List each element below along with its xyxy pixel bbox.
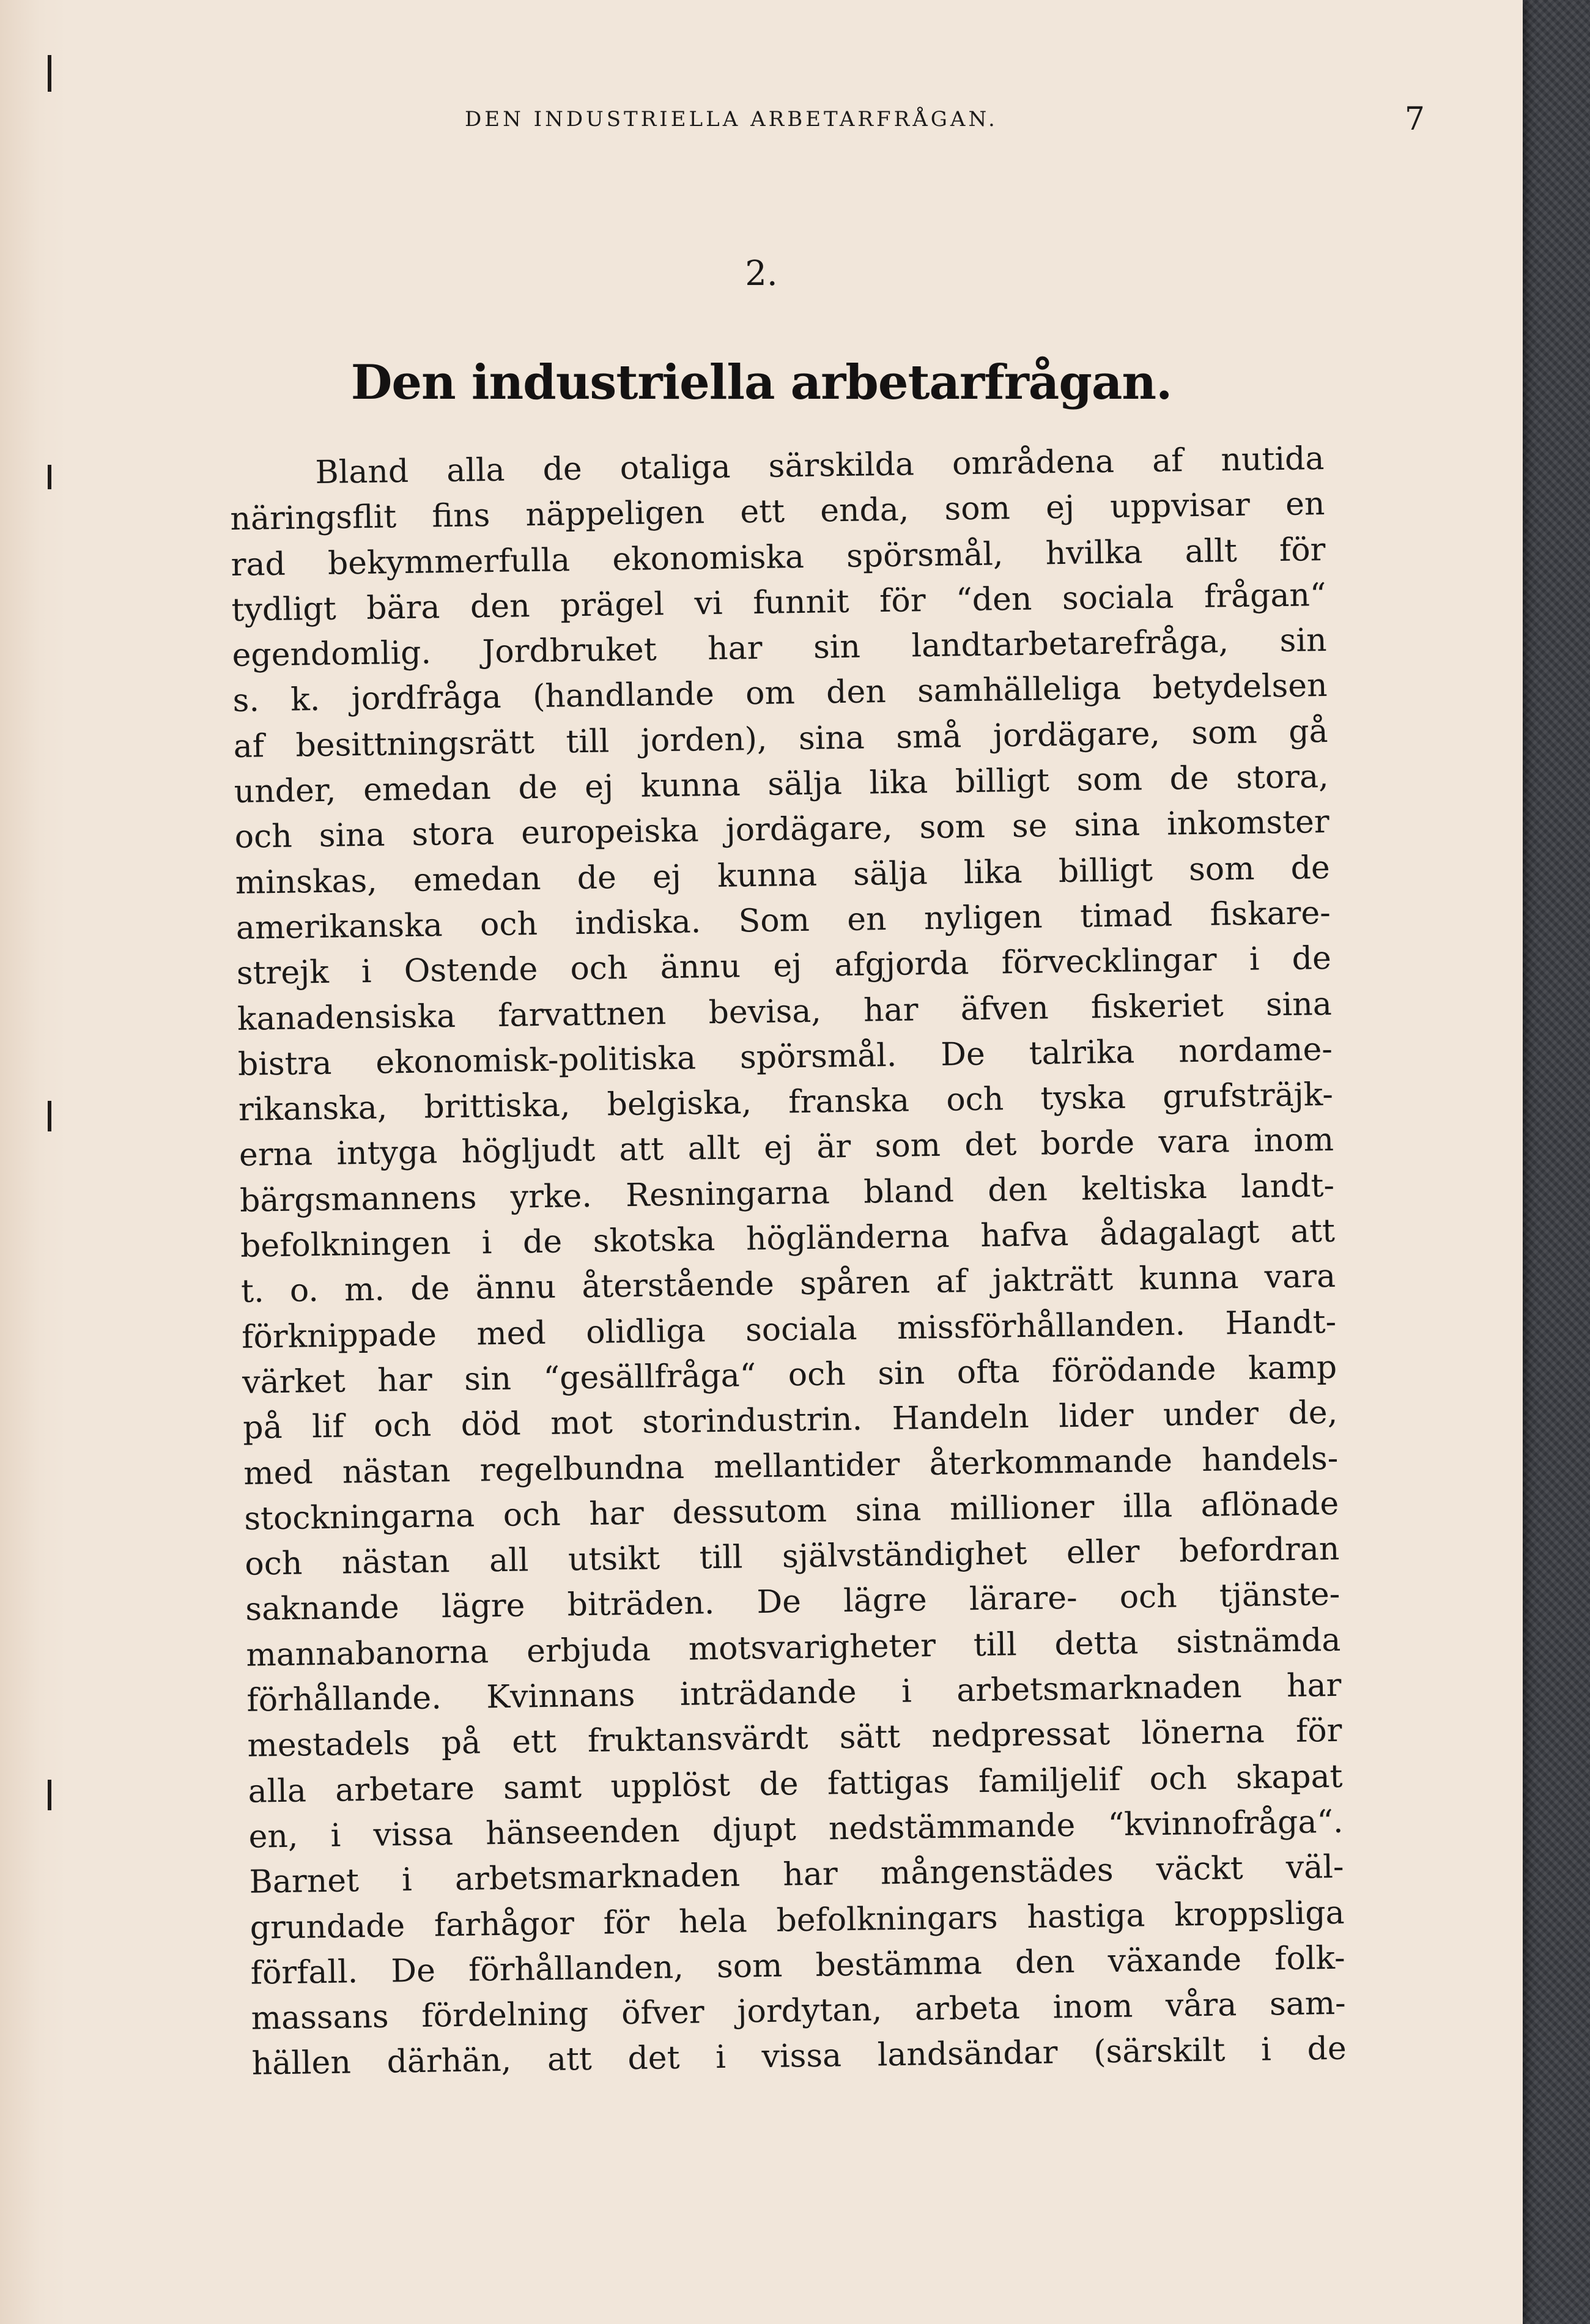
page-number: 7: [1404, 101, 1425, 138]
text-line: på lif och död mot storindustrin. Handeln lider under de,: [242, 1394, 1338, 1447]
text-line: hällen därhän, att det i vissa landsändar (särskilt i de: [251, 2030, 1347, 2083]
text-line: under, emedan de ej kunna sälja lika billigt som de stora,: [234, 758, 1329, 811]
text-line: s. k. jordfråga (handlande om den samhälleliga betydelsen: [232, 667, 1328, 720]
text-line: rikanska, brittiska, belgiska, franska och tyska grufsträjk-: [238, 1076, 1334, 1129]
text-line: och sina stora europeiska jordägare, som se sina inkomster: [234, 804, 1330, 856]
text-line: värket har sin “gesällfråga“ och sin ofta förödande kamp: [242, 1349, 1337, 1401]
text-line: saknande lägre biträden. De lägre lärare- och tjänste-: [245, 1576, 1340, 1629]
binding-thread-mark: [48, 1101, 51, 1131]
text-line: kanadensiska farvattnen bevisa, har äfven fiskeriet sina: [237, 985, 1333, 1038]
body-paragraph: [229, 436, 1347, 2087]
page-header: [232, 101, 1425, 156]
section-title: Den industriella arbetarfrågan.: [350, 355, 1172, 410]
text-line: amerikanska och indiska. Som en nyligen timad fiskare-: [235, 894, 1331, 947]
text-line: strejk i Ostende och ännu ej afgjorda förvecklingar i de: [236, 940, 1332, 993]
text-line: erna intyga högljudt att allt ej är som det borde vara inom: [239, 1122, 1334, 1174]
text-line: bärgsmannens yrke. Resningarna bland den keltiska landt-: [239, 1167, 1335, 1219]
text-line: förfall. De förhållanden, som bestämma den växande folk-: [250, 1939, 1345, 1992]
text-line: rad bekymmerfulla ekonomiska spörsmål, hvilka allt för: [231, 531, 1326, 583]
text-line: t. o. m. de ännu återstående spåren af jakträtt kunna vara: [240, 1258, 1336, 1311]
text-line: förhållande. Kvinnans inträdande i arbetsmarknaden har: [246, 1667, 1342, 1719]
text-line: massans fördelning öfver jordytan, arbeta inom våra sam-: [251, 1985, 1347, 2037]
text-line: och nästan all utsikt till självständighet eller befordran: [244, 1530, 1340, 1583]
text-line: en, i vissa hänseenden djupt nedstämmande “kvinnofråga“.: [248, 1803, 1344, 1856]
text-line: med nästan regelbundna mellantider återkommande handels-: [243, 1440, 1339, 1492]
text-line: af besittningsrätt till jorden), sina små jordägare, som gå: [233, 712, 1328, 765]
text-line: mannabanorna erbjuda motsvarigheter till detta sistnämda: [246, 1621, 1341, 1674]
text-line: egendomlig. Jordbruket har sin landtarbetarefråga, sin: [232, 622, 1327, 675]
page-gutter: [0, 0, 67, 2324]
text-line: alla arbetare samt upplöst de fattigas familjelif och skapat: [248, 1758, 1343, 1810]
text-line: stockningarna och har dessutom sina millioner illa aflönade: [243, 1485, 1339, 1538]
binding-thread-mark: [48, 465, 51, 489]
text-line: Bland alla de otaliga särskilda områdena af nutida: [315, 440, 1325, 492]
binding-thread-mark: [48, 1780, 51, 1810]
section-number: 2.: [745, 254, 778, 294]
text-line: Barnet i arbetsmarknaden har mångenstädes väckt väl-: [249, 1848, 1344, 1901]
text-line: tydligt bära den prägel vi funnit för “den sociala frågan“: [231, 576, 1326, 629]
binding-thread-mark: [48, 55, 51, 92]
text-line: bistra ekonomisk-politiska spörsmål. De talrika nordame-: [237, 1031, 1333, 1083]
text-line: minskas, emedan de ej kunna sälja lika billigt som de: [235, 849, 1331, 901]
text-line: näringsflit fins näppeligen ett enda, som ej uppvisar en: [230, 486, 1325, 538]
text-line: grundade farhågor för hela befolkningars hastiga kroppsliga: [250, 1894, 1345, 1947]
text-line: förknippade med olidliga sociala missförhållanden. Handt-: [241, 1303, 1337, 1356]
text-line: mestadels på ett fruktansvärdt sätt nedpressat lönerna för: [247, 1712, 1342, 1765]
running-title: DEN INDUSTRIELLA ARBETARFRÅGAN.: [465, 107, 998, 131]
text-line: befolkningen i de skotska högländerna hafva ådagalagt att: [240, 1212, 1336, 1265]
